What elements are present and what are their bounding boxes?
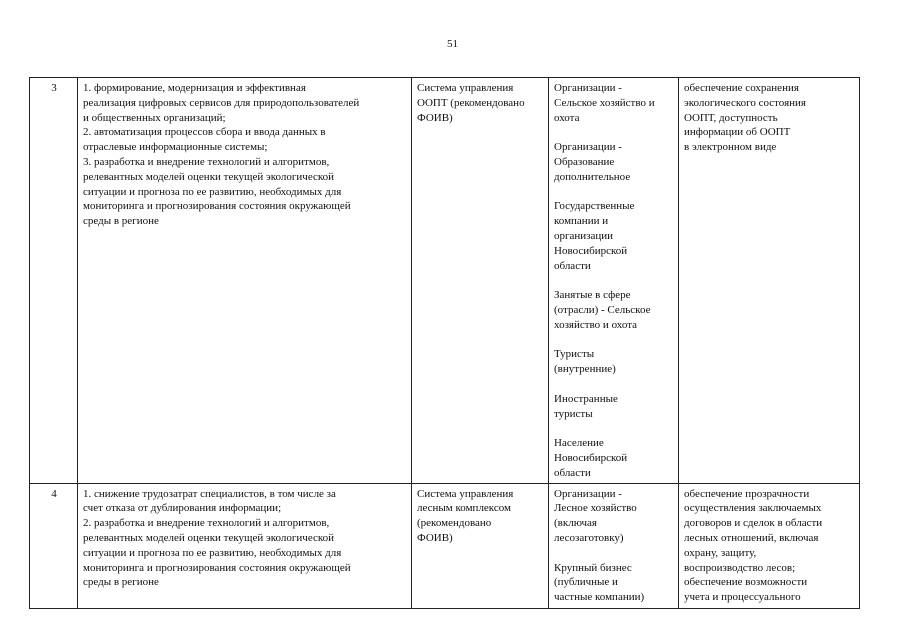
user-group — [554, 561, 674, 605]
document-table — [29, 77, 860, 609]
page-number: 51 — [447, 38, 458, 50]
system-line: ФОИВ) — [417, 531, 453, 544]
system-line: Система управления — [417, 82, 514, 94]
user-line: Организации - — [554, 141, 622, 154]
user-line: компании и — [554, 215, 609, 228]
system-line: лесным комплексом — [417, 502, 512, 515]
task-line: ситуации и прогноза по ее развитию, необходимых для — [83, 185, 342, 198]
user-line: Новосибирской — [554, 451, 628, 464]
effect-line: охрану, защиту, — [684, 546, 757, 559]
task-line: и общественных организаций; — [83, 111, 226, 124]
user-line: Организации - — [554, 487, 622, 500]
user-group — [554, 487, 674, 546]
user-group — [554, 81, 674, 125]
effect-line: лесных отношений, включая — [684, 531, 819, 544]
user-line: Образование — [554, 155, 615, 168]
table-row — [30, 78, 860, 484]
effect-line: воспроизводство лесов; — [684, 561, 796, 574]
system-cell — [412, 483, 549, 608]
user-group — [554, 288, 674, 332]
user-line: дополнительное — [554, 170, 631, 183]
task-line: 2. разработка и внедрение технологий и алгоритмов, — [83, 517, 330, 530]
user-line: (включая — [554, 517, 597, 530]
user-line: Население — [554, 437, 604, 450]
users-cell — [549, 78, 679, 484]
user-line: (публичные и — [554, 576, 618, 589]
user-line: Государственные — [554, 200, 635, 213]
user-group — [554, 199, 674, 273]
user-line: Новосибирской — [554, 244, 628, 257]
system-cell — [412, 78, 549, 484]
effect-line: учета и процессуального — [684, 591, 801, 604]
user-line: Иностранные — [554, 392, 618, 405]
effect-line: экологического состояния — [684, 96, 806, 109]
system-line: Система управления — [417, 487, 514, 500]
user-line: Крупный бизнес — [554, 561, 632, 574]
user-line: Организации - — [554, 82, 622, 94]
tasks-cell — [78, 78, 412, 484]
user-line: организации — [554, 229, 614, 242]
task-line: 2. автоматизация процессов сбора и ввода данных в — [83, 126, 326, 139]
system-line: ООПТ (рекомендовано — [417, 96, 525, 109]
task-line: релевантных моделей оценки текущей экологической — [83, 170, 335, 183]
task-line: счет отказа от дублирования информации; — [83, 502, 282, 515]
user-group — [554, 347, 674, 377]
effect-line: информации об ООПТ — [684, 126, 791, 139]
user-line: области — [554, 466, 591, 479]
effect-line: обеспечение сохранения — [684, 82, 799, 94]
effect-line: осуществления заключаемых — [684, 502, 822, 515]
user-line: лесозаготовку) — [554, 531, 624, 544]
tasks-cell — [78, 483, 412, 608]
task-line: мониторинга и прогнозирования состояния окружающей — [83, 561, 351, 574]
task-line: ситуации и прогноза по ее развитию, необходимых для — [83, 546, 342, 559]
user-group — [554, 436, 674, 480]
task-line: отраслевые информационные системы; — [83, 141, 268, 154]
row-number-cell: 3 — [30, 78, 78, 484]
task-line: среды в регионе — [83, 576, 159, 589]
user-group — [554, 392, 674, 422]
task-line: 3. разработка и внедрение технологий и алгоритмов, — [83, 155, 330, 168]
task-line: 1. формирование, модернизация и эффективная — [83, 82, 306, 94]
effects-cell — [679, 78, 860, 484]
task-line: среды в регионе — [83, 215, 159, 228]
task-line: реализация цифровых сервисов для природопользователей — [83, 96, 360, 109]
user-line: туристы — [554, 407, 593, 420]
effect-line: в электронном виде — [684, 141, 777, 154]
user-line: хозяйство и охота — [554, 318, 638, 331]
system-line: ФОИВ) — [417, 111, 453, 124]
effect-line: обеспечение прозрачности — [684, 487, 810, 500]
user-line: частные компании) — [554, 591, 645, 604]
row-number-cell: 4 — [30, 483, 78, 608]
user-group — [554, 140, 674, 184]
user-line: Сельское хозяйство и — [554, 96, 655, 109]
user-line: области — [554, 259, 591, 272]
user-line: (внутренние) — [554, 363, 616, 376]
user-line: Туристы — [554, 348, 595, 361]
effect-line: обеспечение возможности — [684, 576, 808, 589]
effect-line: договоров и сделок в области — [684, 517, 823, 530]
task-line: 1. снижение трудозатрат специалистов, в том числе за — [83, 487, 336, 500]
table-row — [30, 483, 860, 608]
task-line: мониторинга и прогнозирования состояния окружающей — [83, 200, 351, 213]
users-cell — [549, 483, 679, 608]
effect-line: ООПТ, доступность — [684, 111, 778, 124]
task-line: релевантных моделей оценки текущей экологической — [83, 531, 335, 544]
effects-cell — [679, 483, 860, 608]
user-line: (отрасли) - Сельское — [554, 303, 651, 316]
user-line: Лесное хозяйство — [554, 502, 637, 515]
system-line: (рекомендовано — [417, 517, 492, 530]
user-line: охота — [554, 111, 580, 124]
user-line: Занятые в сфере — [554, 289, 631, 302]
